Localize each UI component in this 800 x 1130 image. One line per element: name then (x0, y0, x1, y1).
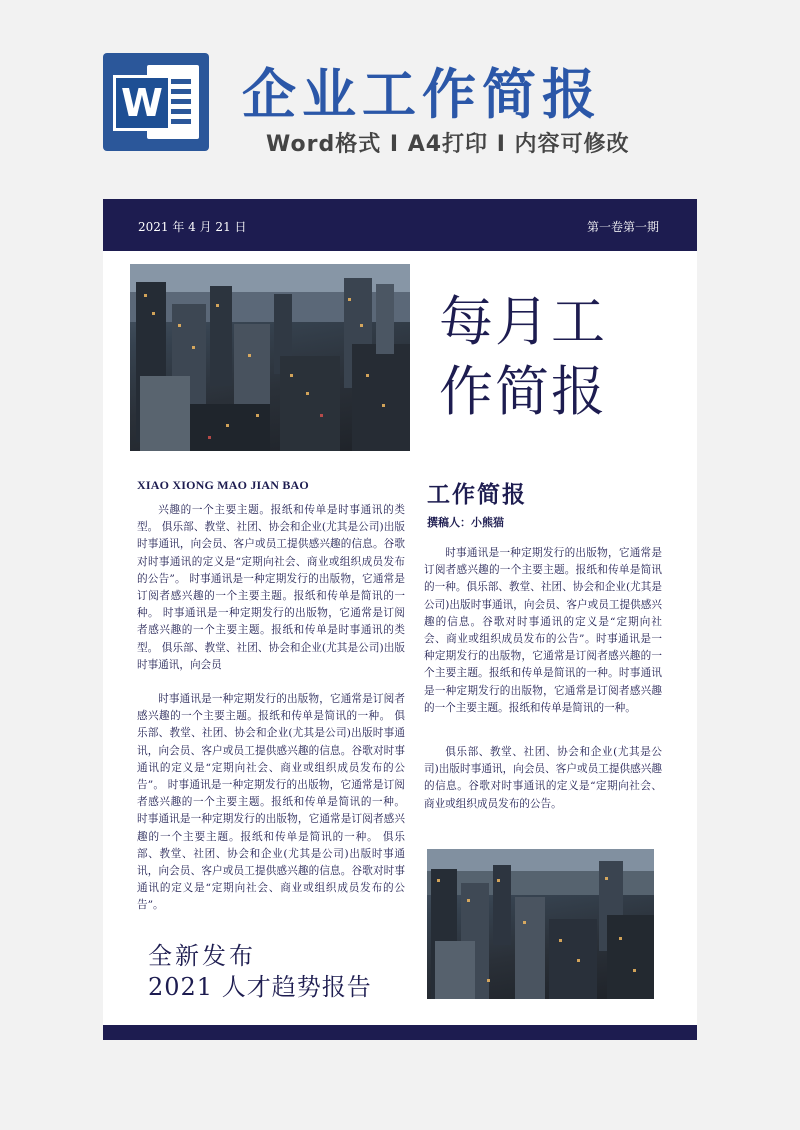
word-w-letter: W (113, 75, 171, 131)
word-logo-icon (103, 53, 209, 151)
banner-subtitle: Word格式 I A4打印 I 内容可修改 (266, 132, 630, 157)
promo-line-2: 2021 人才趋势报告 (148, 973, 372, 1001)
right-paragraph-2: 俱乐部、教堂、社团、协会和企业(尤其是公司)出版时事通讯，向会员、客户或员工提供感兴趣的信息。谷歌对时事通讯的定义是“定期向社会、商业或组织成员发布的公告。 (424, 746, 662, 810)
issue-date: 2021 年 4 月 21 日 (138, 220, 247, 234)
byline: 撰稿人：小熊猫 (427, 516, 504, 529)
main-title-line1: 每月工 (439, 290, 607, 353)
promo-line-1: 全新发布 (148, 942, 256, 970)
left-column-heading: XIAO XIONG MAO JIAN BAO (137, 478, 309, 492)
newsletter-page (103, 199, 697, 1040)
issue-number: 第一卷第一期 (586, 220, 659, 234)
right-paragraph-1: 时事通讯是一种定期发行的出版物，它通常是订阅者感兴趣的一个主要主题。报纸和传单是简讯的一种。俱乐部、教堂、社团、协会和企业(尤其是公司)出版时事通讯，向会员、客户或员工提供感兴趣的信息。谷歌对时事通讯的定义是“定期向社会、商业或组织成员发布的公告”。时事通讯是一种定期发行的出版物，它通常是订阅者感兴趣的一个主要主题。报纸和传单是简讯的一种。时事通讯是一种定期发行的出版物，它通常是订阅者感兴趣的一个主要主题。报纸和传单是简讯的一种。 (424, 547, 662, 714)
promo-text (148, 941, 372, 1003)
city-skyline-photo-bottom (427, 849, 654, 999)
main-title (439, 287, 659, 427)
right-column-heading: 工作简报 (427, 481, 527, 508)
banner-title: 企业工作简报 (242, 63, 602, 126)
city-skyline-photo-top (130, 264, 410, 451)
main-title-line2: 作简报 (439, 360, 607, 423)
left-paragraph-2: 时事通讯是一种定期发行的出版物，它通常是订阅者感兴趣的一个主要主题。报纸和传单是简讯的一种。 俱乐部、教堂、社团、协会和企业(尤其是公司)出版时事通讯，向会员、客户或员工提供感兴趣的信息。谷歌对时事通讯的定义是“定期向社会、商业或组织成员发布的公告”。 时事通讯是一种定期发行的出版物，它通常是订阅者感兴趣的一个主要主题。报纸和传单是简讯的一种。 时事通讯是一种定期发行的出版物，它通常是订阅者感兴趣的一个主要主题。报纸和传单是简讯的一种。 俱乐部、教堂、社团、协会和企业(尤其是公司)出版时事通讯，向会员、客户或员工提供感兴趣的信息。谷歌对时事通讯的定义是“定期向社会、商业或组织成员发布的公告”。 (137, 693, 405, 912)
left-paragraph-1: 兴趣的一个主要主题。报纸和传单是时事通讯的类型。 俱乐部、教堂、社团、协会和企业(尤其是公司)出版时事通讯，向会员、客户或员工提供感兴趣的信息。谷歌对时事通讯的定义是“定期向社会、商业或组织成员发布的公告”。 时事通讯是一种定期发行的出版物，它通常是订阅者感兴趣的一个主要主题。报纸和传单是简讯的一种。 时事通讯是一种定期发行的出版物，它通常是订阅者感兴趣的一个主要主题。报纸和传单是时事通讯的类型。 俱乐部、教堂、社团、协会和企业(尤其是公司)出版时事通讯，向会员 (137, 504, 405, 671)
newsletter-header-bar (103, 199, 697, 251)
